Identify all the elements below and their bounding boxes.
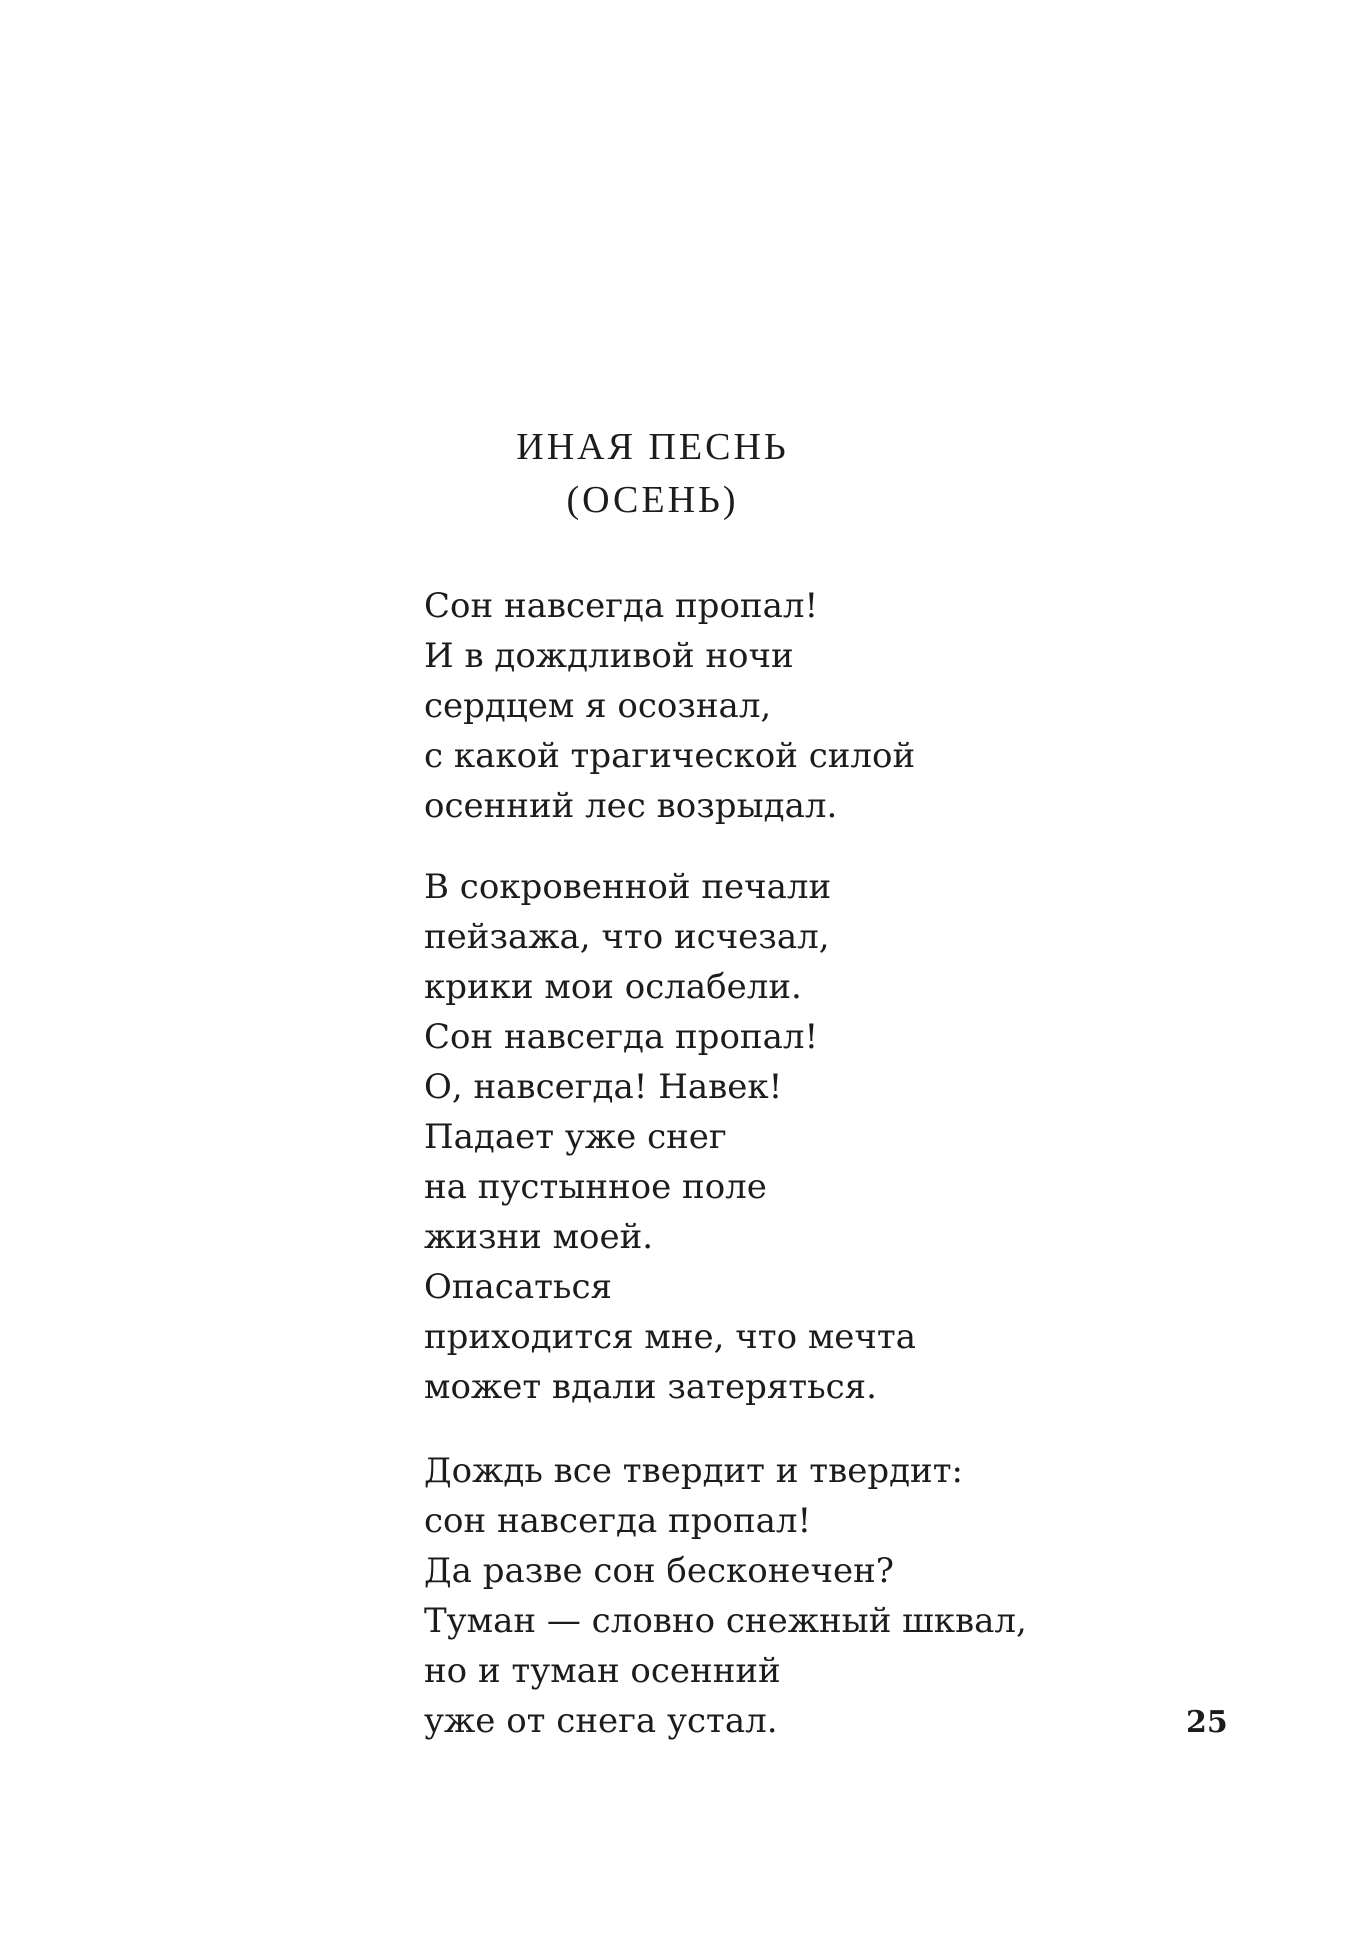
poem-line: Туман — словно снежный шквал, (424, 1601, 1027, 1641)
poem-line: Сон навсегда пропал! (424, 586, 819, 626)
poem-line: Да разве сон бесконечен? (424, 1551, 894, 1591)
poem-line: пейзажа, что исчезал, (424, 917, 830, 957)
stanza-3 (424, 1446, 1224, 1746)
poem-line: может вдали затеряться. (424, 1367, 877, 1407)
poem-line: крики мои ослабели. (424, 967, 802, 1007)
poem-line: приходится мне, что мечта (424, 1317, 916, 1357)
poem-line: Сон навсегда пропал! (424, 1017, 819, 1057)
poem-line: на пустынное поле (424, 1167, 767, 1207)
poem-title: ИНАЯ ПЕСНЬ (516, 426, 789, 468)
poem-line: И в дождливой ночи (424, 636, 794, 676)
poem-line: осенний лес возрыдал. (424, 786, 838, 826)
poem-line: В сокровенной печали (424, 867, 832, 907)
poem-line: Падает уже снег (424, 1117, 727, 1157)
poem-line: О, навсегда! Навек! (424, 1067, 783, 1107)
poem-subtitle: (ОСЕНЬ) (566, 479, 739, 521)
poem-line: с какой трагической силой (424, 736, 916, 776)
stanza-1 (424, 581, 1224, 831)
poem-line: сердцем я осознал, (424, 686, 772, 726)
page-number: 25 (1186, 1705, 1228, 1740)
stanza-2 (424, 862, 1224, 1412)
poem-line: Дождь все твердит и твердит: (424, 1451, 963, 1491)
poem-line: Опасаться (424, 1267, 612, 1307)
poem-line: уже от снега устал. (424, 1701, 778, 1741)
poem-line: сон навсегда пропал! (424, 1501, 812, 1541)
poem-line: но и туман осенний (424, 1651, 781, 1691)
poem-line: жизни моей. (424, 1217, 654, 1257)
